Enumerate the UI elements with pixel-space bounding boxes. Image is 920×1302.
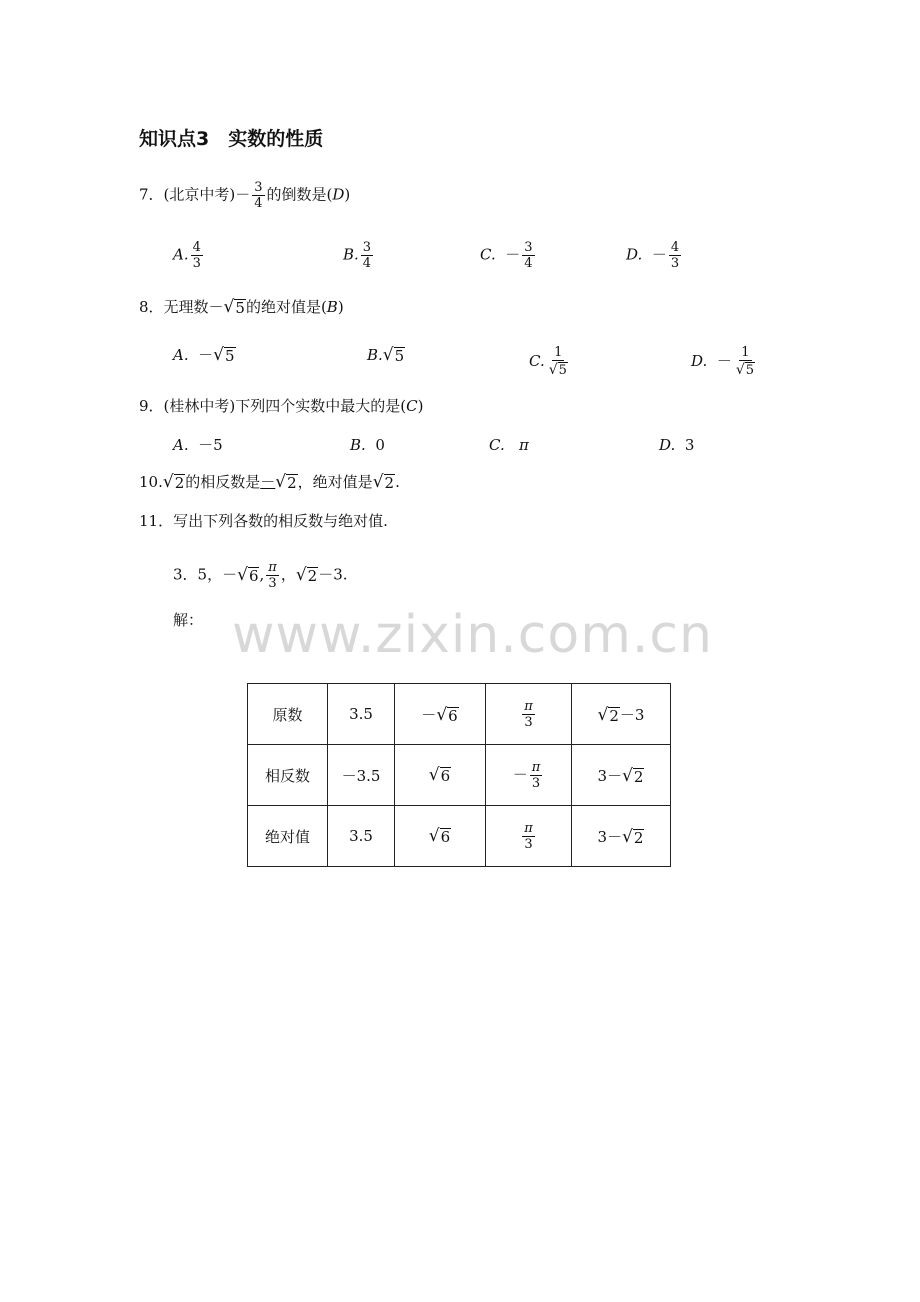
cell-expression: 3－ √ 2 <box>572 745 671 806</box>
q10-answer-1: － √ 2 <box>260 472 297 492</box>
option-value: －5 <box>198 436 223 454</box>
frac-den: √ 5 <box>735 362 755 378</box>
q8-prefix: 8．无理数－ <box>139 298 224 316</box>
option-fraction <box>669 240 681 271</box>
answer-sign: － <box>260 473 276 491</box>
frac-den: √ 5 <box>548 362 567 378</box>
frac-num: 4 <box>670 240 680 255</box>
option-letter: C. <box>529 352 545 370</box>
frac-den: 4 <box>362 256 372 271</box>
frac-num: 1 <box>741 345 750 360</box>
frac-num: 3 <box>524 240 533 255</box>
q10-radical: √ 2 <box>162 472 185 492</box>
radicand: 6 <box>248 566 259 585</box>
row-label: 原数 <box>248 684 328 745</box>
cell-radical: － √ 6 <box>395 684 486 745</box>
radicand: 5 <box>558 363 567 378</box>
q8-option-b <box>367 345 405 365</box>
q9-text: 9．(桂林中考)下列四个实数中最大的是( <box>139 397 407 415</box>
row-label: 相反数 <box>248 745 328 806</box>
table-row <box>248 745 671 806</box>
row-label: 绝对值 <box>248 806 328 867</box>
option-letter: D. <box>691 352 708 370</box>
question-10 <box>139 472 400 492</box>
q8-suffix: 的绝对值是( <box>245 298 327 316</box>
cell-decimal: 3.5 <box>328 684 395 745</box>
section-heading: 知识点3 实数的性质 <box>139 128 324 150</box>
option-radical: √ 5 <box>382 345 405 365</box>
list-text: 3．5，－ <box>173 565 238 584</box>
cell-fraction: $\frac{\pi}{3}$ <box>486 684 572 745</box>
q9-option-a <box>173 435 223 455</box>
q7-prefix: 7．(北京中考)－ <box>139 185 251 204</box>
option-letter: A. <box>173 245 189 264</box>
q7-answer: D <box>332 185 345 204</box>
q9-option-c <box>489 435 529 455</box>
option-fraction <box>191 240 203 271</box>
option-value: π <box>519 436 529 454</box>
option-fraction <box>734 345 757 379</box>
frac-num: 4 <box>192 240 201 255</box>
solution-label: 解： <box>173 611 204 629</box>
radicand: 2 <box>174 474 185 492</box>
q7-close: ) <box>344 185 351 204</box>
option-letter: A. <box>173 436 189 454</box>
watermark: www.zixin.com.cn <box>232 605 713 665</box>
question-11: 11．写出下列各数的相反数与绝对值. <box>139 512 388 530</box>
q8-radical: √ 5 <box>223 297 245 317</box>
question-8 <box>139 297 344 317</box>
option-letter: B. <box>350 436 366 454</box>
option-value: 0 <box>375 436 385 454</box>
option-fraction <box>361 240 373 271</box>
cell-decimal: －3.5 <box>328 745 395 806</box>
q8-answer: B <box>326 298 338 316</box>
radicand: 2 <box>384 474 395 492</box>
question-7 <box>139 180 350 211</box>
option-radical: √ 5 <box>213 345 235 365</box>
q10-text: 的相反数是 <box>185 473 261 491</box>
q9-close: ) <box>417 397 424 415</box>
q7-suffix: 的倒数是( <box>266 185 333 204</box>
q7-fraction <box>252 180 264 211</box>
option-letter: A. <box>173 346 189 364</box>
option-letter: C. <box>480 245 496 264</box>
cell-fraction: － $\frac{\pi}{3}$ <box>486 745 572 806</box>
q11-number-list: 3．5，－ √ 6 , $\frac{\pi}{3}$ ， √ 2 －3. <box>173 560 348 591</box>
table-row <box>248 806 671 867</box>
radicand: 5 <box>235 299 245 317</box>
radicand: 2 <box>307 566 318 585</box>
radicand: 5 <box>225 347 235 365</box>
option-letter: C. <box>489 436 505 454</box>
q8-option-d <box>691 345 759 379</box>
radicand: 2 <box>287 474 297 492</box>
option-sign: － <box>198 346 214 364</box>
option-letter: D. <box>659 436 676 454</box>
cell-radical: √ 6 <box>395 806 486 867</box>
option-sign: － <box>716 352 732 370</box>
q9-option-d <box>659 435 694 455</box>
option-letter: B. <box>367 346 383 364</box>
frac-num: π <box>268 560 277 575</box>
q8-option-c <box>529 345 572 379</box>
q8-close: ) <box>337 298 344 316</box>
frac-den: 4 <box>524 256 533 271</box>
option-sign: － <box>651 245 667 264</box>
frac-num: 1 <box>554 345 563 360</box>
q10-number: 10. <box>139 473 163 491</box>
q8-option-a <box>173 345 236 365</box>
q9-option-b <box>350 435 385 455</box>
q7-option-d <box>626 240 683 271</box>
frac-den: 3 <box>268 576 277 591</box>
cell-expression: 3－ √ 2 <box>572 806 671 867</box>
q7-frac-num: 3 <box>254 180 263 195</box>
cell-fraction: $\frac{\pi}{3}$ <box>486 806 572 867</box>
cell-radical: √ 6 <box>395 745 486 806</box>
option-value: 3 <box>684 436 695 454</box>
table-row <box>248 684 671 745</box>
list-end: －3. <box>318 565 348 584</box>
cell-decimal: 3.5 <box>328 806 395 867</box>
radicand: 5 <box>745 363 755 378</box>
answer-table <box>247 683 671 867</box>
q10-text-2: ，绝对值是 <box>297 473 373 491</box>
frac-den: 3 <box>192 256 201 271</box>
q7-frac-den: 4 <box>254 196 263 211</box>
q10-end: . <box>395 473 400 491</box>
option-fraction <box>547 345 570 379</box>
option-letter: D. <box>626 245 643 264</box>
cell-expression: √ 2 －3 <box>572 684 671 745</box>
frac-num: 3 <box>362 240 372 255</box>
q7-option-c <box>480 240 537 271</box>
q9-answer: C <box>406 397 418 415</box>
list-fraction <box>266 560 279 591</box>
option-letter: B. <box>343 245 359 264</box>
radicand: 5 <box>394 347 405 365</box>
frac-den: 3 <box>670 256 680 271</box>
q7-option-b <box>343 240 375 271</box>
question-9 <box>139 396 423 416</box>
q7-option-a <box>173 240 205 271</box>
q10-answer-2: √ 2 <box>372 472 395 492</box>
option-fraction <box>522 240 534 271</box>
option-sign: － <box>505 245 521 264</box>
